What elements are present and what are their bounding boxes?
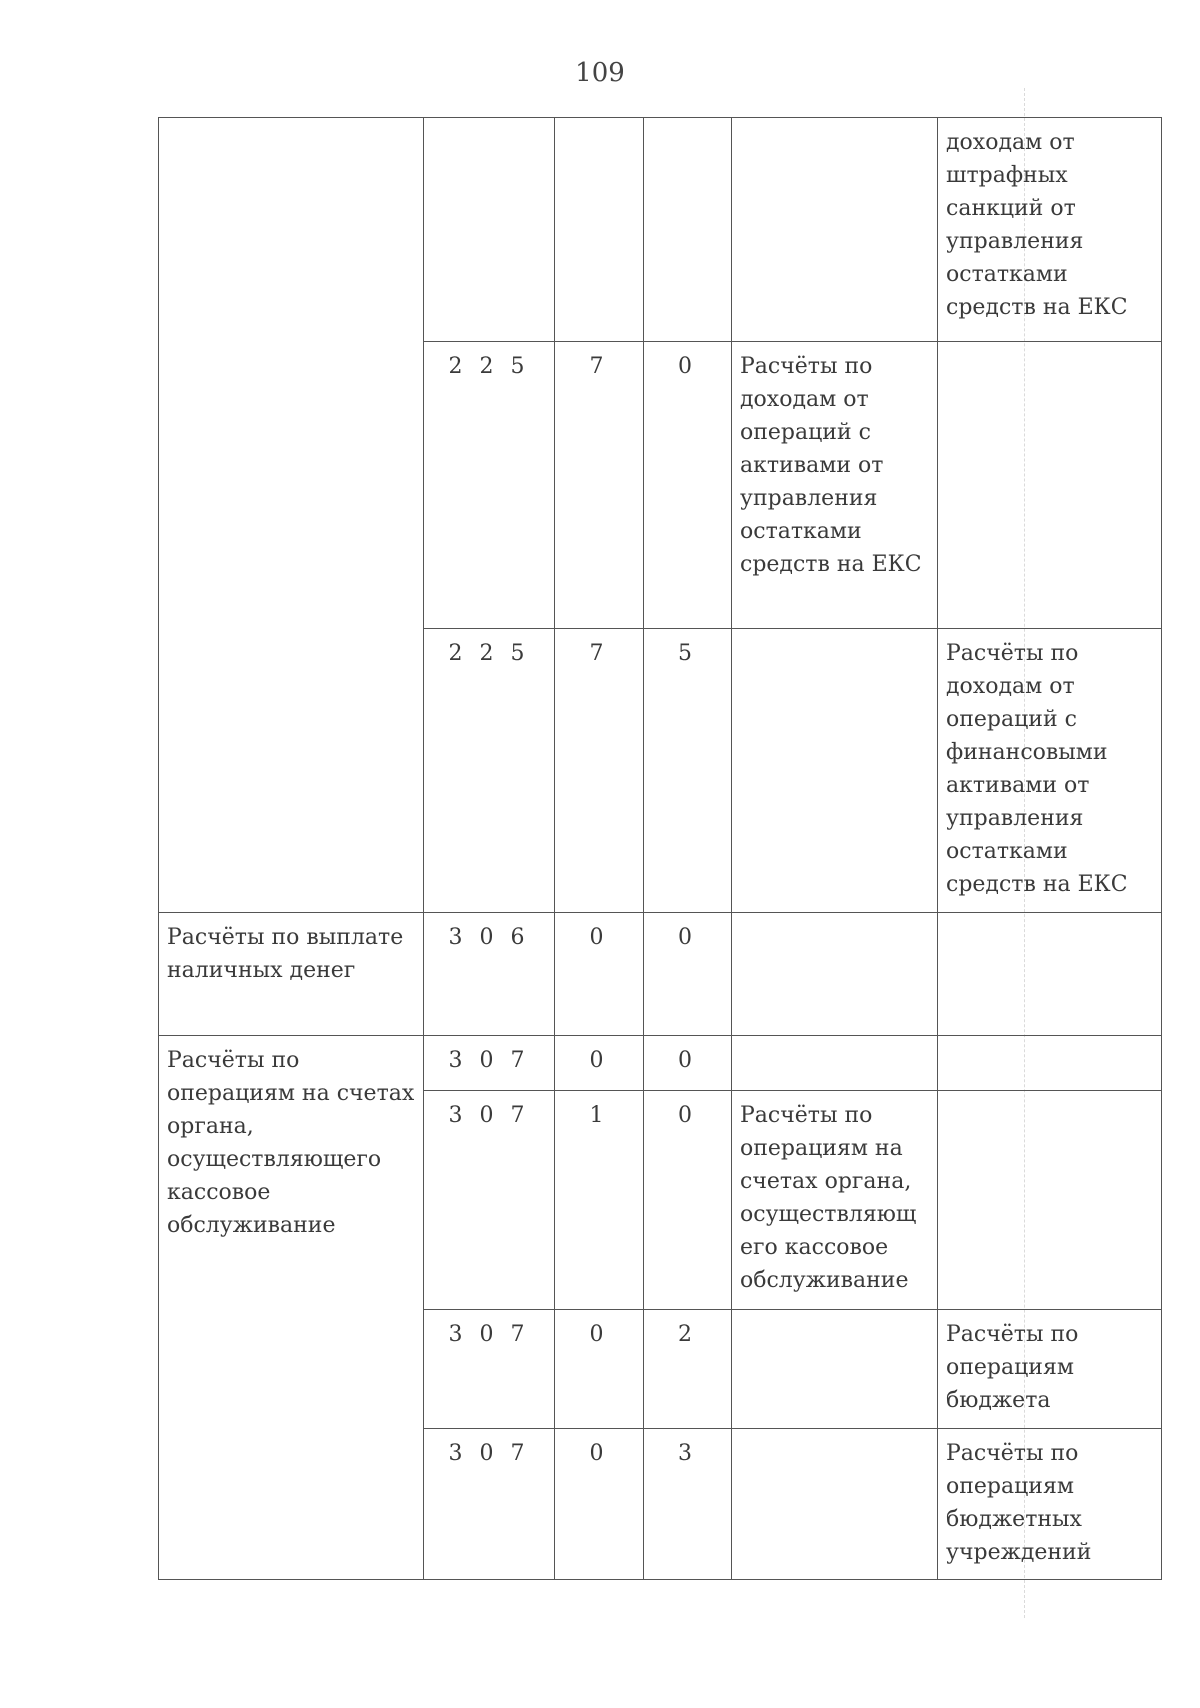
group-cell: 0 xyxy=(555,1310,644,1429)
group-name-cell xyxy=(732,913,938,1036)
group-cell: 0 xyxy=(555,1429,644,1580)
group-name-cell xyxy=(732,118,938,342)
subgroup-name-cell: Расчёты по операциям бюджетных учреждений xyxy=(938,1429,1162,1580)
group-cell: 0 xyxy=(555,913,644,1036)
group-name-cell: Расчёты по доходам от операций с активами от управления остатками средств на ЕКС xyxy=(732,342,938,629)
account-name-cell: Расчёты по выплате наличных денег xyxy=(159,913,424,1036)
subgroup-cell: 0 xyxy=(644,1036,732,1091)
group-name-cell xyxy=(732,1429,938,1580)
account-name-cell: Расчёты по операциям на счетах органа, осуществляющего кассовое обслуживание xyxy=(159,1036,424,1580)
subgroup-name-cell xyxy=(938,913,1162,1036)
code-cell: 2 2 5 xyxy=(424,342,555,629)
account-name-cell-empty xyxy=(159,118,424,913)
subgroup-name-cell: Расчёты по доходам от операций с финансовыми активами от управления остатками средств на ЕКС xyxy=(938,629,1162,913)
subgroup-cell xyxy=(644,118,732,342)
subgroup-name-cell xyxy=(938,1091,1162,1310)
table-row xyxy=(159,118,1162,342)
subgroup-cell: 2 xyxy=(644,1310,732,1429)
group-name-cell xyxy=(732,1310,938,1429)
account-table xyxy=(158,117,1162,1580)
subgroup-cell: 0 xyxy=(644,1091,732,1310)
code-cell: 3 0 7 xyxy=(424,1310,555,1429)
group-cell xyxy=(555,118,644,342)
subgroup-cell: 0 xyxy=(644,913,732,1036)
page-number: 109 xyxy=(575,58,625,88)
group-cell: 7 xyxy=(555,629,644,913)
code-cell: 3 0 7 xyxy=(424,1091,555,1310)
subgroup-name-cell: Расчёты по операциям бюджета xyxy=(938,1310,1162,1429)
code-cell: 3 0 6 xyxy=(424,913,555,1036)
subgroup-cell: 0 xyxy=(644,342,732,629)
subgroup-name-cell xyxy=(938,1036,1162,1091)
code-cell xyxy=(424,118,555,342)
table-row xyxy=(159,1036,1162,1091)
subgroup-cell: 3 xyxy=(644,1429,732,1580)
subgroup-name-cell: доходам от штрафных санкций от управления остатками средств на ЕКС xyxy=(938,118,1162,342)
group-name-cell xyxy=(732,1036,938,1091)
group-cell: 7 xyxy=(555,342,644,629)
group-name-cell: Расчёты по операциям на счетах органа, осуществляющ его кассовое обслуживание xyxy=(732,1091,938,1310)
subgroup-name-cell xyxy=(938,342,1162,629)
code-cell: 3 0 7 xyxy=(424,1036,555,1091)
table-row xyxy=(159,913,1162,1036)
code-cell: 2 2 5 xyxy=(424,629,555,913)
group-name-cell xyxy=(732,629,938,913)
subgroup-cell: 5 xyxy=(644,629,732,913)
group-cell: 0 xyxy=(555,1036,644,1091)
code-cell: 3 0 7 xyxy=(424,1429,555,1580)
group-cell: 1 xyxy=(555,1091,644,1310)
